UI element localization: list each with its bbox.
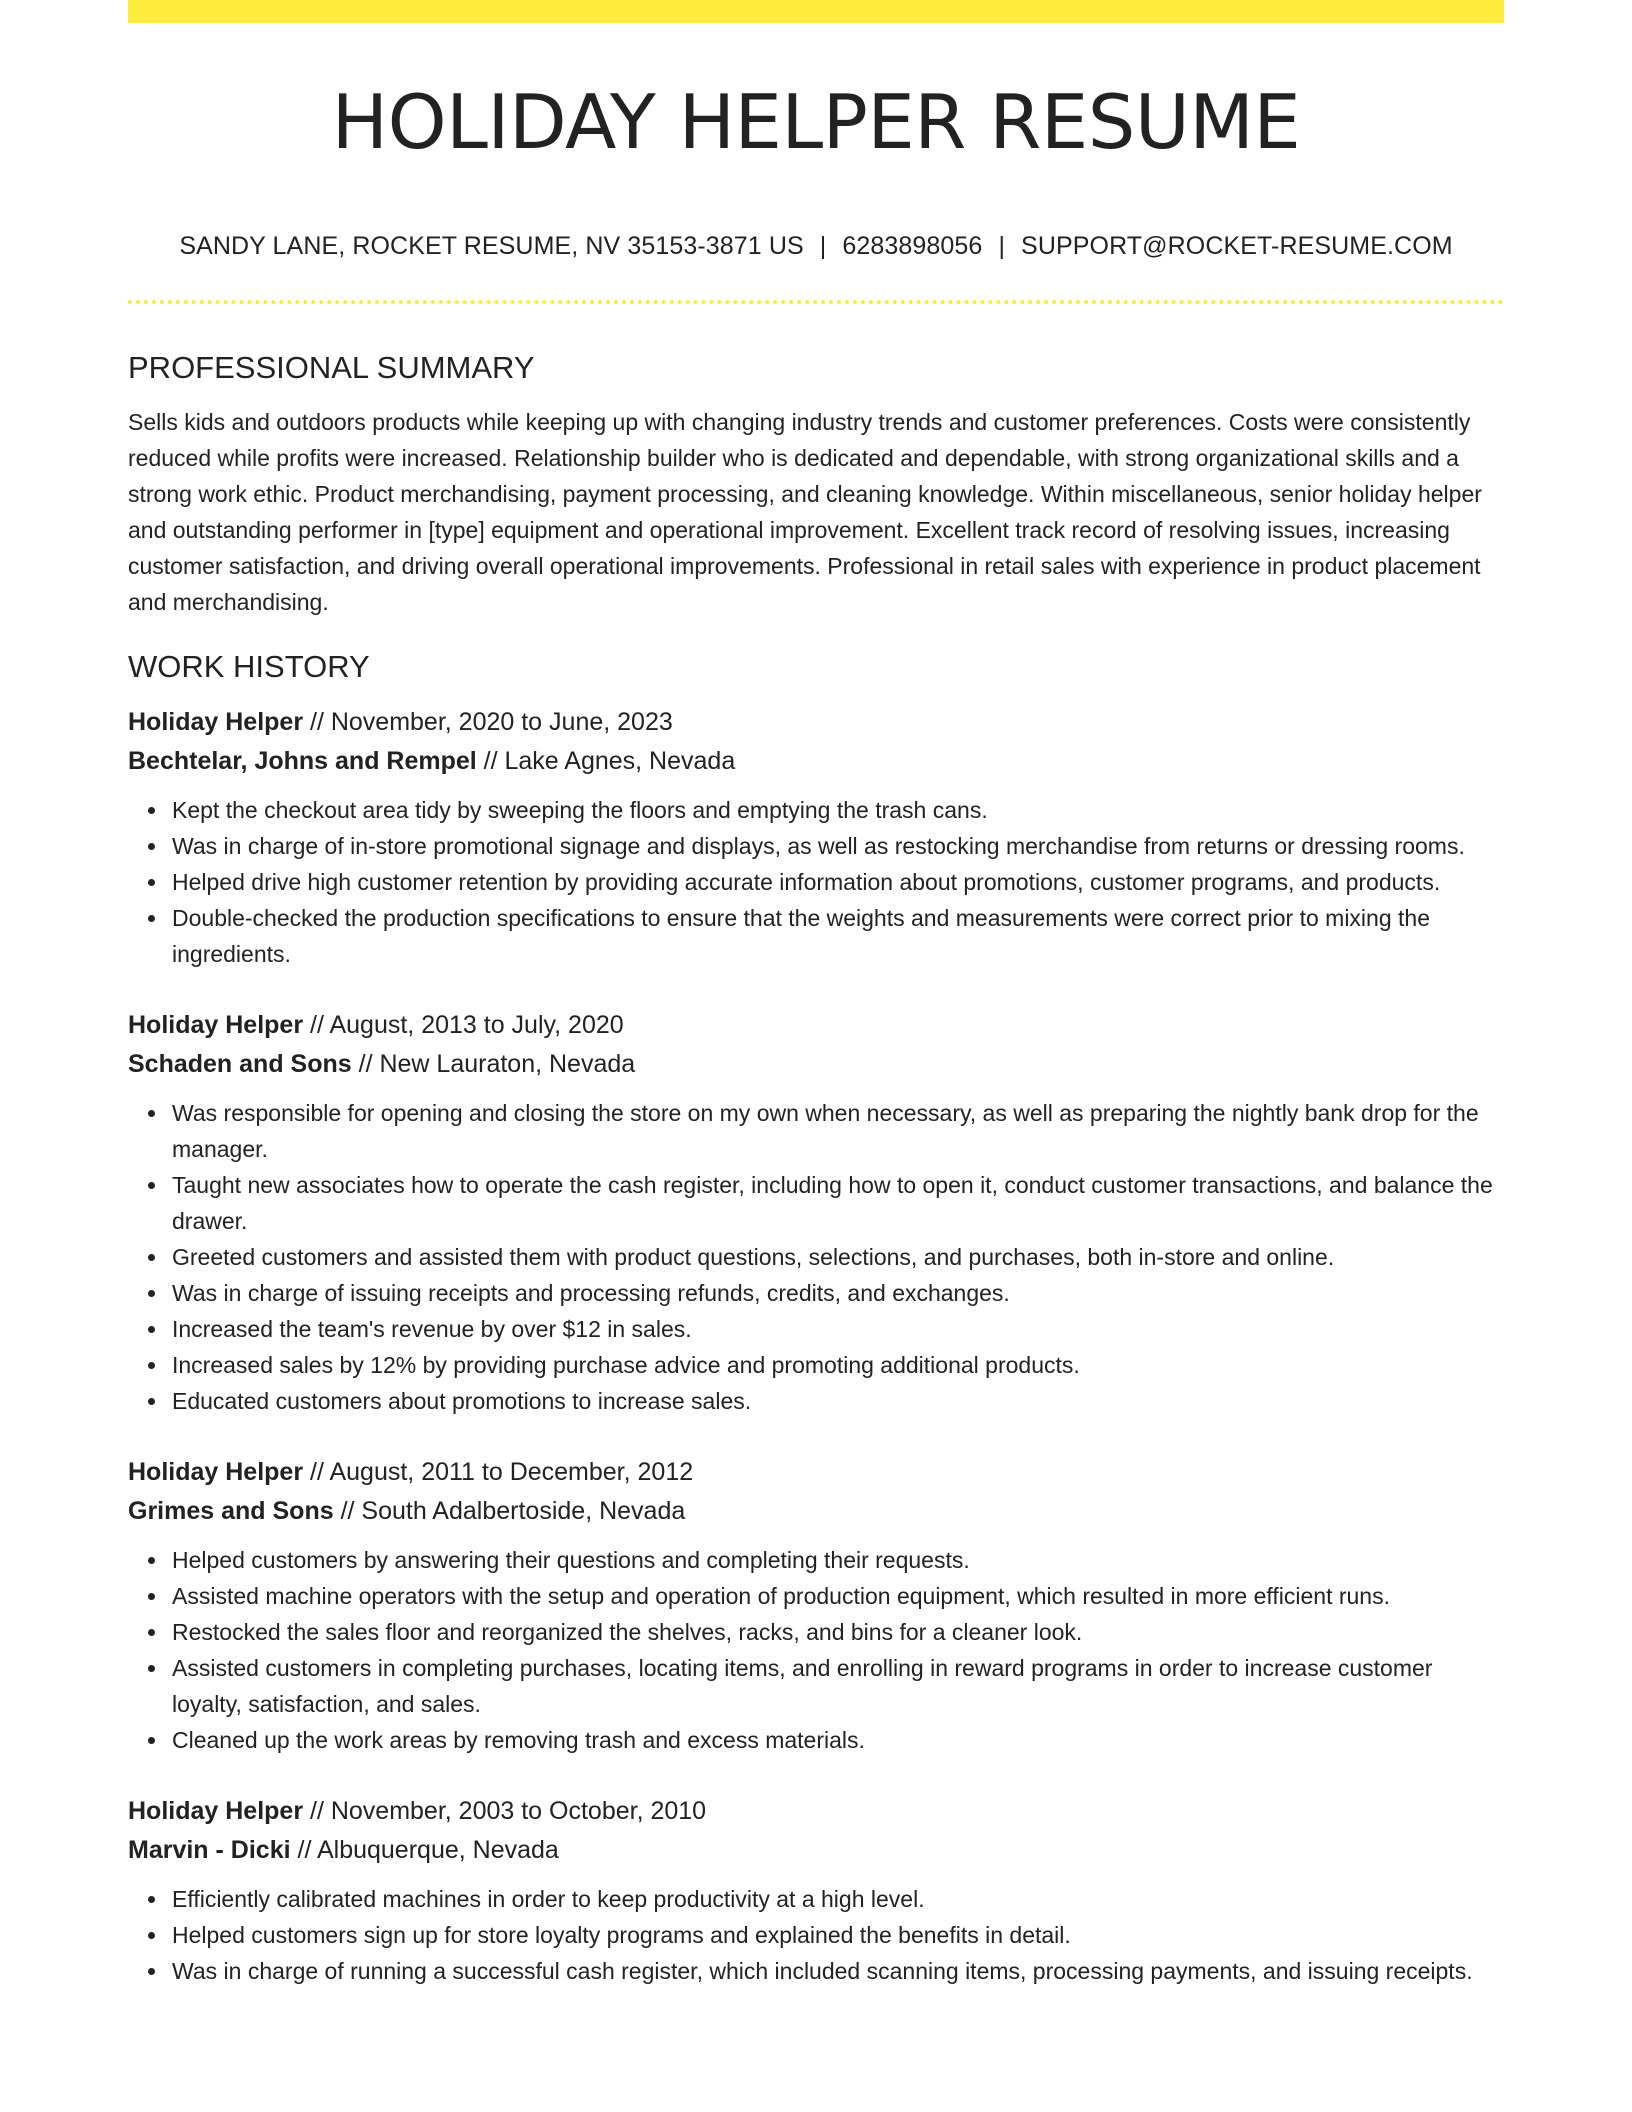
job-bullets xyxy=(128,1095,1504,1419)
job-company: Marvin - Dicki xyxy=(128,1836,291,1865)
job-title: Holiday Helper xyxy=(128,708,304,737)
job-title: Holiday Helper xyxy=(128,1011,304,1040)
job-bullets xyxy=(128,1881,1504,1989)
resume-title: HOLIDAY HELPER RESUME xyxy=(331,78,1301,166)
job-title: Holiday Helper xyxy=(128,1797,304,1826)
job-bullets xyxy=(128,1542,1504,1758)
job-dates: // November, 2003 to October, 2010 xyxy=(303,1797,707,1826)
header-divider xyxy=(128,300,1504,304)
job-bullet: Efficiently calibrated machines in order to keep productivity at a high level. xyxy=(172,1881,1504,1917)
top-accent-bar xyxy=(128,0,1504,23)
contact-separator: | xyxy=(819,232,827,260)
job-location: // New Lauraton, Nevada xyxy=(351,1050,636,1079)
job-company-line xyxy=(128,1045,1504,1084)
job-title-line xyxy=(128,1792,1504,1831)
contact-info xyxy=(128,231,1504,261)
job-bullet: Was in charge of issuing receipts and processing refunds, credits, and exchanges. xyxy=(172,1275,1504,1311)
contact-email: SUPPORT@ROCKET-RESUME.COM xyxy=(1021,232,1453,260)
job-title-line xyxy=(128,1453,1504,1492)
job-bullet: Assisted customers in completing purchases, locating items, and enrolling in reward programs in order to increase customer loyalty, satisfaction, and sales. xyxy=(172,1650,1504,1722)
job-bullet: Was responsible for opening and closing the store on my own when necessary, as well as preparing the nightly bank drop for the manager. xyxy=(172,1095,1504,1167)
job-company-line xyxy=(128,742,1504,781)
job-bullet: Helped customers sign up for store loyalty programs and explained the benefits in detail. xyxy=(172,1917,1504,1953)
job-bullet: Greeted customers and assisted them with product questions, selections, and purchases, both in-store and online. xyxy=(172,1239,1504,1275)
job-bullet: Was in charge of running a successful cash register, which included scanning items, processing payments, and issuing receipts. xyxy=(172,1953,1504,1989)
job-entry xyxy=(128,1792,1504,1989)
job-entry xyxy=(128,703,1504,972)
job-dates: // August, 2011 to December, 2012 xyxy=(303,1458,694,1487)
job-bullet: Increased sales by 12% by providing purchase advice and promoting additional products. xyxy=(172,1347,1504,1383)
job-bullet: Taught new associates how to operate the cash register, including how to open it, conduct customer transactions, and balance the drawer. xyxy=(172,1167,1504,1239)
job-title-line xyxy=(128,1006,1504,1045)
job-bullet: Helped customers by answering their questions and completing their requests. xyxy=(172,1542,1504,1578)
summary-heading: PROFESSIONAL SUMMARY xyxy=(128,350,535,385)
job-bullet: Kept the checkout area tidy by sweeping the floors and emptying the trash cans. xyxy=(172,792,1504,828)
job-company-line xyxy=(128,1831,1504,1870)
contact-separator: | xyxy=(998,232,1006,260)
job-bullets xyxy=(128,792,1504,972)
job-location: // South Adalbertoside, Nevada xyxy=(333,1497,686,1526)
resume-page xyxy=(128,0,1504,1989)
job-dates: // August, 2013 to July, 2020 xyxy=(303,1011,624,1040)
work-history-heading: WORK HISTORY xyxy=(128,649,370,685)
contact-address: SANDY LANE, ROCKET RESUME, NV 35153-3871 US xyxy=(179,232,804,260)
job-company: Grimes and Sons xyxy=(128,1497,334,1526)
job-bullet: Educated customers about promotions to increase sales. xyxy=(172,1383,1504,1419)
contact-phone: 6283898056 xyxy=(842,232,983,260)
job-entry xyxy=(128,1453,1504,1758)
job-bullet: Was in charge of in-store promotional signage and displays, as well as restocking merchandise from returns or dressing rooms. xyxy=(172,828,1504,864)
job-bullet: Cleaned up the work areas by removing trash and excess materials. xyxy=(172,1722,1504,1758)
job-title-line xyxy=(128,703,1504,742)
job-entry xyxy=(128,1006,1504,1419)
job-company: Schaden and Sons xyxy=(128,1050,352,1079)
job-company: Bechtelar, Johns and Rempel xyxy=(128,747,477,776)
job-bullet: Restocked the sales floor and reorganized the shelves, racks, and bins for a cleaner look. xyxy=(172,1614,1504,1650)
job-location: // Lake Agnes, Nevada xyxy=(476,747,736,776)
job-bullet: Helped drive high customer retention by providing accurate information about promotions, customer programs, and products. xyxy=(172,864,1504,900)
job-dates: // November, 2020 to June, 2023 xyxy=(303,708,673,737)
summary-text: Sells kids and outdoors products while keeping up with changing industry trends and customer preferences. Costs were consistently reduced while profits were increased. Relationship builder who is dedicated and dependable, with strong organizational skills and a strong work ethic. Product merchandising, payment processing, and cleaning knowledge. Within miscellaneous, senior holiday helper and outstanding performer in [type] equipment and operational improvement. Excellent track record of resolving issues, increasing customer satisfaction, and driving overall operational improvements. Professional in retail sales with experience in product placement and merchandising. xyxy=(128,409,1482,616)
job-title: Holiday Helper xyxy=(128,1458,304,1487)
job-bullet: Increased the team's revenue by over $12 in sales. xyxy=(172,1311,1504,1347)
job-location: // Albuquerque, Nevada xyxy=(290,1836,559,1865)
job-company-line xyxy=(128,1492,1504,1531)
job-bullet: Double-checked the production specifications to ensure that the weights and measurements were correct prior to mixing the ingredients. xyxy=(172,900,1504,972)
job-bullet: Assisted machine operators with the setup and operation of production equipment, which resulted in more efficient runs. xyxy=(172,1578,1504,1614)
